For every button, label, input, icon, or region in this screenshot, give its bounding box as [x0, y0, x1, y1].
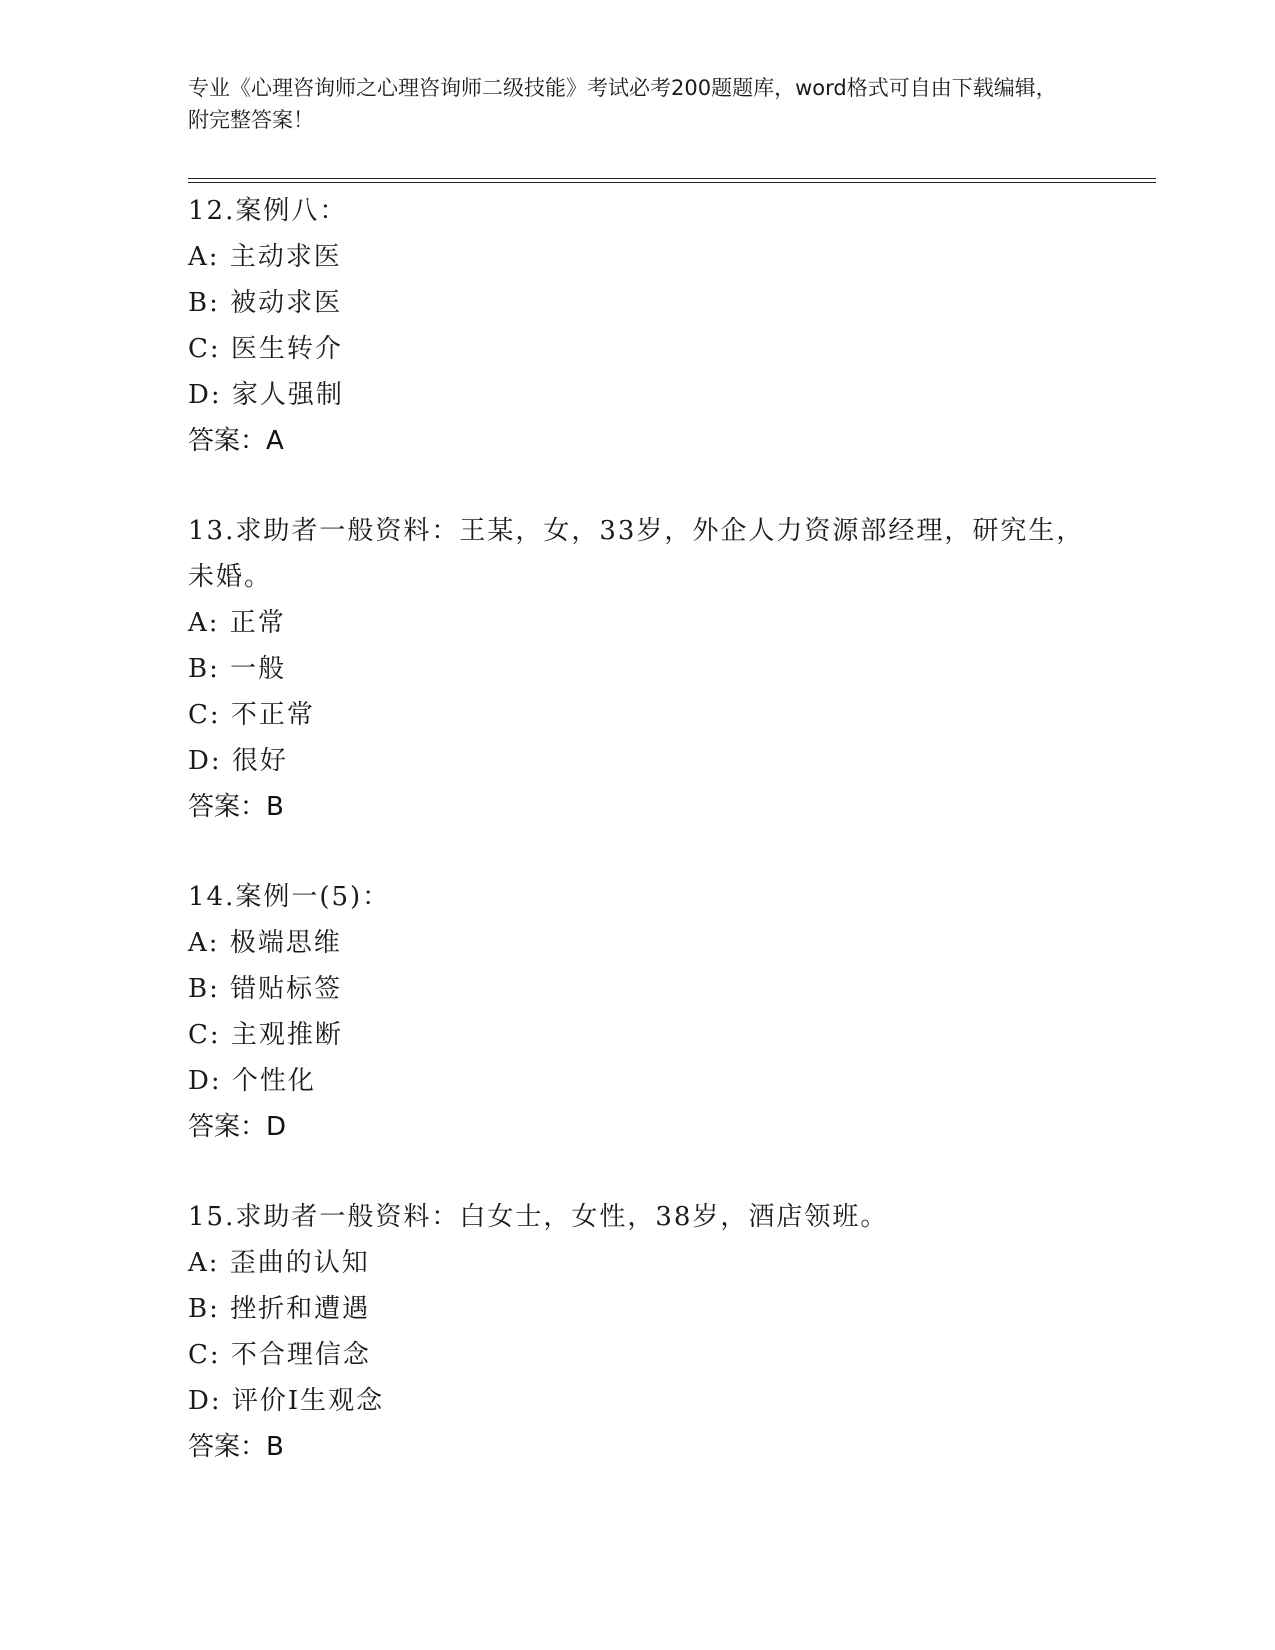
option-c: C: 不合理信念: [188, 1340, 371, 1370]
answer: 答案：B: [188, 792, 284, 822]
option-a: A: 歪曲的认知: [188, 1248, 370, 1278]
question-12: [188, 188, 1088, 464]
answer: 答案：D: [188, 1112, 287, 1142]
option-d: D: 个性化: [188, 1066, 316, 1096]
answer: 答案：B: [188, 1432, 284, 1462]
option-c: C: 医生转介: [188, 334, 343, 364]
option-b: B: 挫折和遭遇: [188, 1294, 371, 1324]
option-b: B: 被动求医: [188, 288, 343, 318]
question-stem: 13.求助者一般资料：王某，女，33岁，外企人力资源部经理，研究生，未婚。: [188, 516, 1085, 592]
question-14: [188, 874, 1088, 1150]
option-a: A: 极端思维: [188, 928, 342, 958]
option-d: D: 评价I生观念: [188, 1386, 385, 1416]
question-stem: 12.案例八：: [188, 196, 348, 226]
option-c: C: 主观推断: [188, 1020, 343, 1050]
page-header: 专业《心理咨询师之心理咨询师二级技能》考试必考200题题库，word格式可自由下载编辑，附完整答案！: [188, 76, 1057, 132]
question-15: [188, 1194, 1088, 1470]
header-divider: [188, 178, 1156, 183]
question-stem: 15.求助者一般资料：白女士，女性，38岁，酒店领班。: [188, 1202, 889, 1232]
option-c: C: 不正常: [188, 700, 315, 730]
option-b: B: 一般: [188, 654, 287, 684]
option-d: D: 很好: [188, 746, 288, 776]
option-a: A: 主动求医: [188, 242, 342, 272]
option-d: D: 家人强制: [188, 380, 344, 410]
question-stem: 14.案例一(5)：: [188, 882, 391, 912]
option-b: B: 错贴标签: [188, 974, 343, 1004]
option-a: A: 正常: [188, 608, 286, 638]
answer: 答案：A: [188, 426, 284, 456]
question-list: [188, 188, 1088, 1514]
question-13: [188, 508, 1088, 830]
